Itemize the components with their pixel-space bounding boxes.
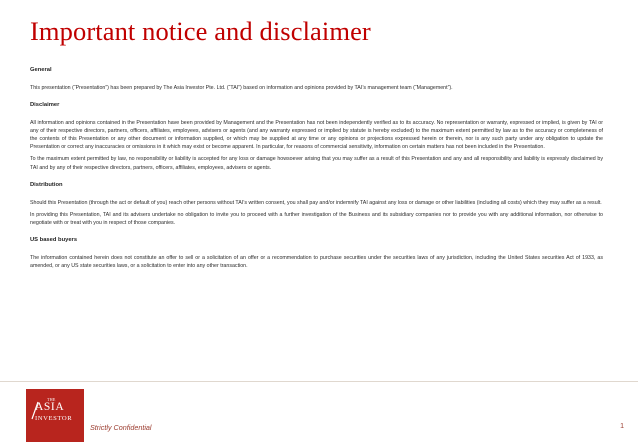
- section-paragraph: All information and opinions contained in the Presentation have been provided by Management and the Presentation has not been independently verified as to its accuracy. No representation or warranty, expressed or implied, is given by TAI or any of their respective directors, partners, officers, affiliates, employees, advisers or agents (and any warranty expressed or implied by statute is hereby excluded) to the maximum extent permitted by law as to the accuracy or completeness of the contents of this Presentation or any other document or information supplied, or which may be supplied at any time or any opinions or projections expressed herein or therein, nor is any such party under any obligation to update the Presentation or correct any inaccuracies or omissions in it which may exist or become apparent. In particular, for reasons of commercial sensitivity, information on certain matters has not been included in the Presentation.: [30, 120, 603, 151]
- section-heading: US based buyers: [30, 236, 78, 243]
- company-logo: [26, 389, 84, 442]
- section-distribution: [30, 181, 603, 227]
- page-title: Important notice and disclaimer: [30, 16, 371, 46]
- logo-the-text: THE: [47, 397, 56, 402]
- section-paragraph: Should this Presentation (through the act or default of you) reach other persons without TAI’s written consent, you shall pay and/or indemnify TAI against any loss or damage or other liabilities (including all costs) which they may suffer as a result.: [30, 199, 602, 206]
- section-heading: Distribution: [30, 181, 63, 188]
- section-heading: Disclaimer: [30, 102, 60, 109]
- logo-asia-text: ASIA: [35, 401, 65, 413]
- section-disclaimer: [30, 101, 603, 172]
- footer-divider: [0, 381, 638, 382]
- page-number: 1: [620, 423, 624, 430]
- section-heading: General: [30, 67, 52, 73]
- logo-investor-text: INVESTOR: [35, 415, 73, 422]
- section-paragraph: To the maximum extent permitted by law, no responsibility or liability is accepted for any loss or damage howsoever arising that you may suffer as a result of this Presentation and any and all responsibility and liability is expressly disclaimed by TAI and by any of their respective directors, partners, officers, affiliates, employees, advisers or agents.: [30, 156, 603, 171]
- disclaimer-body: [30, 66, 603, 279]
- confidentiality-label: Strictly Confidential: [90, 423, 152, 432]
- section-general: [30, 66, 603, 92]
- section-paragraph: The information contained herein does not constitute an offer to sell or a solicitation of an offer or a recommendation to purchase securities under the securities laws of any jurisdiction, including the United States securities Act of 1933, as amended, or any US state securities laws, or a solicitation to enter into any other transaction.: [30, 254, 603, 270]
- section-paragraph: In providing this Presentation, TAI and its advisers undertake no obligation to invite you to proceed with a further investigation of the Business and its subsidiary companies nor to provide you with any additional information, nor otherwise to negotiate with or treat with you in respect of those companies.: [30, 211, 603, 226]
- section-paragraph: This presentation (“Presentation”) has been prepared by The Asia Investor Pte. Ltd. (“TAI”) based on information and opinions provided by TAI’s management team (“Management”).: [30, 85, 453, 91]
- section-us-based-buyers: [30, 236, 603, 270]
